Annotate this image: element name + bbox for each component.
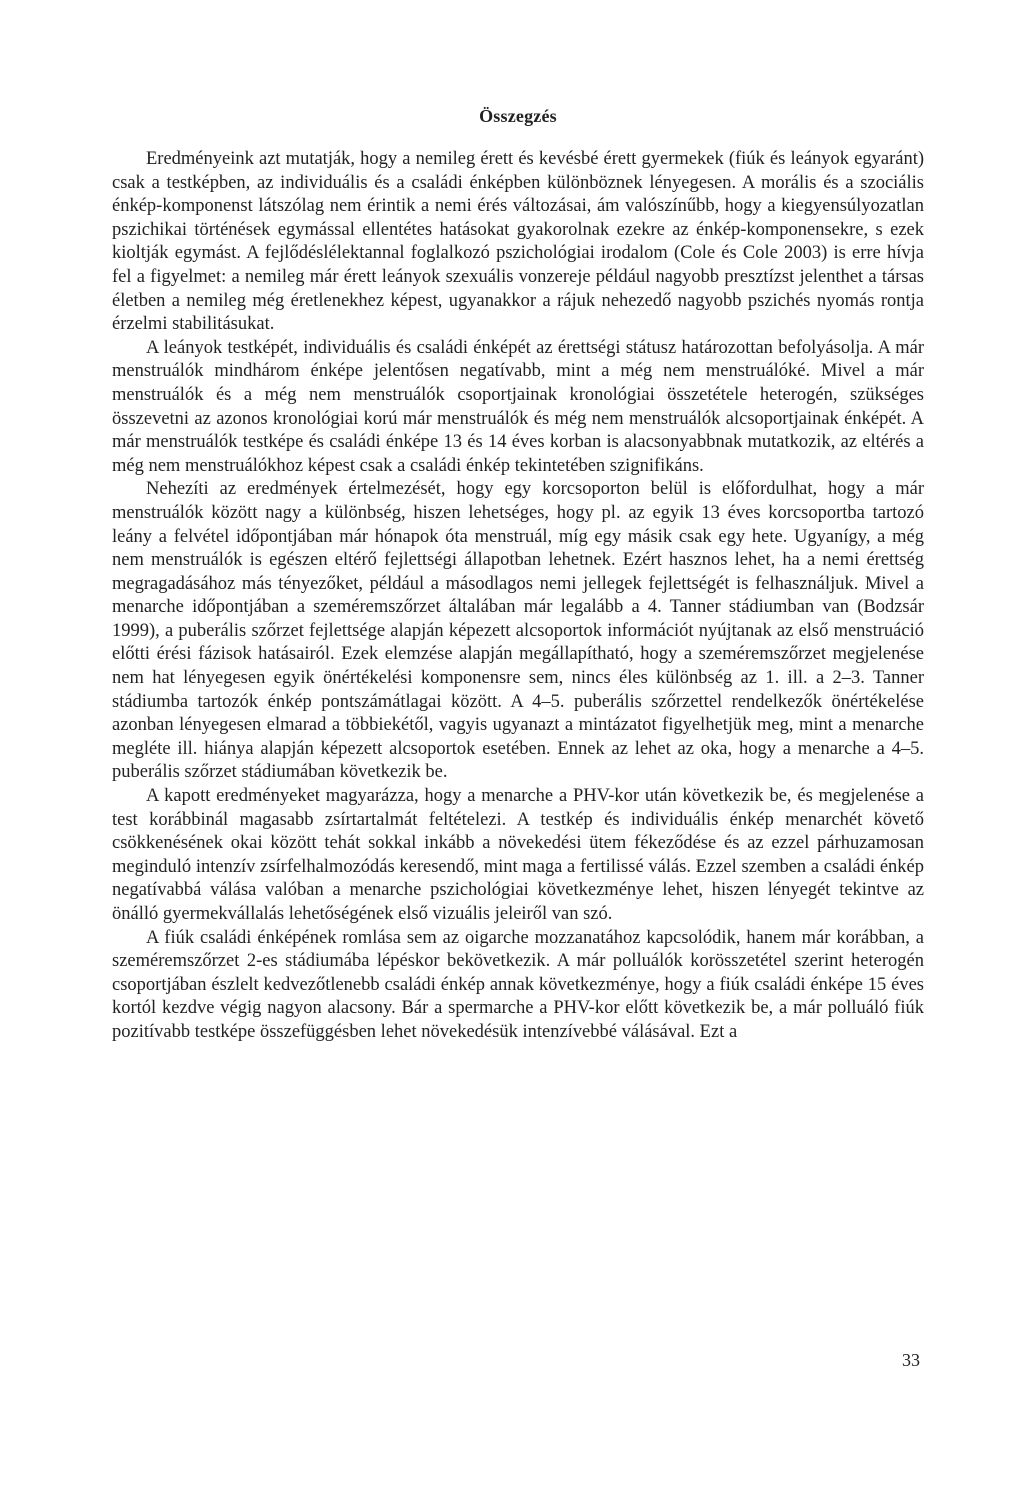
body-text (112, 148, 924, 1045)
paragraph-1: Eredményeink azt mutatják, hogy a nemileg érett és kevésbé érett gyermekek (fiúk és leányok egyaránt) csak a testképben, az individuális és a családi énképben különböznek lényegesen. A morális és a szociális énkép-komponenst látszólag nem érintik a nemi érés változásai, ám valószínűbb, hogy a kiegyensúlyozatlan pszichikai történések egymással ellentétes hatásokat gyakorolnak ezekre az énkép-komponensekre, s ezek kioltják egymást. A fejlődéslélektannal foglalkozó pszichológiai irodalom (Cole és Cole 2003) is erre hívja fel a figyelmet: a nemileg már érett leányok szexuális vonzereje például nagyobb presztízst jelenthet a társas életben a nemileg még éretlenekhez képest, ugyanakkor a rájuk nehezedő nagyobb pszichés nyomás rontja érzelmi stabilitásukat. (112, 149, 924, 335)
paragraph-3: Nehezíti az eredmények értelmezését, hogy egy korcsoporton belül is előfordulhat, hogy a már menstruálók között nagy a különbség, hiszen lehetséges, hogy pl. az egyik 13 éves korcsoportba tartozó leány a felvétel időpontjában már hónapok óta menstruál, míg egy másik csak egy hete. Ugyanígy, a még nem menstruálók is egészen eltérő fejlettségi állapotban lehetnek. Ezért hasznos lehet, ha a nemi érettség megragadásához más tényezőket, például a másodlagos nemi jellegek fejlettségét is felhasználjuk. Mivel a menarche időpontjában a szeméremszőrzet általában már legalább a 4. Tanner stádiumban van (Bodzsár 1999), a puberális szőrzet fejlettsége alapján képezett alcsoportok információt nyújtanak az első menstruáció előtti érési fázisok hatásairól. Ezek elemzése alapján megállapítható, hogy a szeméremszőrzet megjelenése nem hat lényegesen egyik önértékelési komponensre sem, nincs éles különbség az 1. ill. a 2–3. Tanner stádiumba tartozók énkép pontszámátlagai között. A 4–5. puberális szőrzettel rendelkezők önértékelése azonban lényegesen elmarad a többiekétől, vagyis ugyanazt a mintázatot figyelhetjük meg, mint a menarche megléte ill. hiánya alapján képezett alcsoportok esetében. Ennek az lehet az oka, hogy a menarche a 4–5. puberális szőrzet stádiumában következik be. (112, 479, 924, 783)
paragraph-4: A kapott eredményeket magyarázza, hogy a menarche a PHV-kor után következik be, és megjelenése a test korábbinál magasabb zsírtartalmát feltételezi. A testkép és individuális énkép menarchét követő csökkenésének okai között tehát sokkal inkább a növekedési ütem fékeződése és az ezzel párhuzamosan meginduló intenzív zsírfelhalmozódás keresendő, mint maga a fertilissé válás. Ezzel szemben a családi énkép negatívabbá válása valóban a menarche pszichológiai következménye lehet, hiszen lényegét tekintve az önálló gyermekvállalás lehetőségének első vizuális jeleiről van szó. (112, 786, 924, 924)
page-number: 33 (902, 1350, 920, 1370)
paragraph-5: A fiúk családi énképének romlása sem az oigarche mozzanatához kapcsolódik, hanem már korábban, a szeméremszőrzet 2-es stádiumába lépéskor bekövetkezik. A már polluálók korösszetétel szerint heterogén csoportjában észlelt kedvezőtlenebb családi énkép annak következménye, hogy a fiúk családi énképe 15 éves kortól kezdve végig nagyon alacsony. Bár a spermarche a PHV-kor előtt következik be, a már polluáló fiúk pozitívabb testképe összefüggésben lehet növekedésük intenzívebbé válásával. Ezt a (112, 927, 924, 1042)
paragraph-2: A leányok testképét, individuális és családi énképét az érettségi státusz határozottan befolyásolja. A már menstruálók mindhárom énképe jelentősen negatívabb, mint a még nem menstruálóké. Mivel a már menstruálók és a még nem menstruálók csoportjainak kronológiai összetétele heterogén, szükséges összevetni az azonos kronológiai korú már menstruálók és még nem menstruálók alcsoportjainak énképét. A már menstruálók testképe és családi énképe 13 és 14 éves korban is alacsonyabbnak mutatkozik, az eltérés a még nem menstruálókhoz képest csak a családi énkép tekintetében szignifikáns. (112, 337, 924, 476)
section-title: Összegzés (479, 106, 557, 126)
